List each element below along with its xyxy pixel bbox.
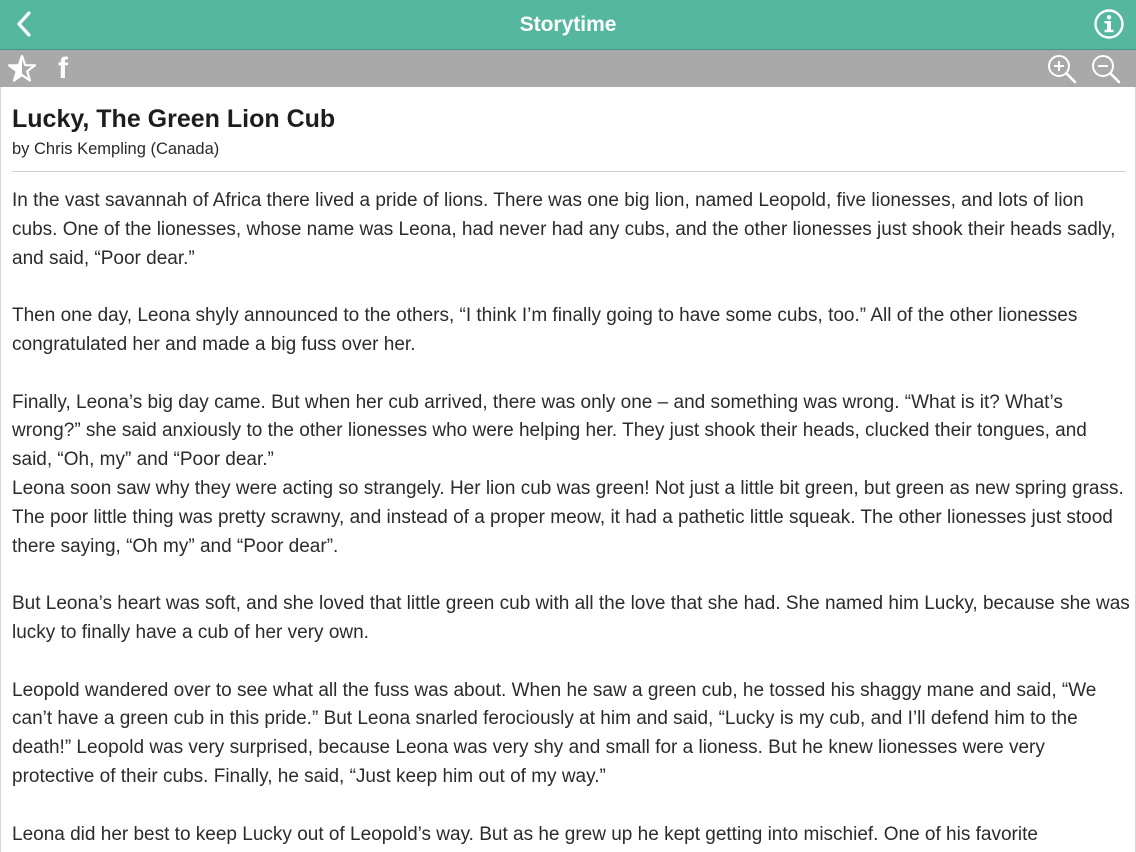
story-paragraph: In the vast savannah of Africa there lived a pride of lions. There was one big lion, named Leopold, five lionesses, and lots of lion cubs. One of the lionesses, whose name was Leona, had never had any cubs, and the other lionesses just shook their heads sadly, and said, “Poor dear.”: [12, 190, 1116, 269]
favorite-button[interactable]: [5, 52, 39, 86]
story-content[interactable]: [0, 87, 1136, 852]
zoom-in-button[interactable]: [1045, 52, 1079, 86]
zoom-out-icon: [1090, 53, 1122, 85]
info-icon: [1093, 8, 1125, 40]
navigation-bar: [0, 0, 1136, 50]
page-title: Storytime: [519, 13, 617, 36]
story-paragraph: Leona did her best to keep Lucky out of Leopold’s way. But as he grew up he kept getting into mischief. One of his favorite: [12, 823, 1038, 845]
zoom-out-button[interactable]: [1089, 52, 1123, 86]
facebook-icon: f: [58, 52, 68, 85]
story-author: by Chris Kempling (Canada): [12, 140, 220, 158]
story-paragraph: Leopold wandered over to see what all the fuss was about. When he saw a green cub, he tossed his shaggy mane and said, “We can’t have a green cub in this pride.” But Leona snarled ferociously at him and said, “Lucky is my cub, and I’ll defend him to the death!” Leopold was very surprised, because Leona was very shy and small for a lioness. But he knew lionesses were very protective of their cubs. Finally, he said, “Just keep him out of my way.”: [12, 679, 1097, 787]
story-paragraph: But Leona’s heart was soft, and she loved that little green cub with all the love that she had. She named him Lucky, because she was lucky to finally have a cub of her very own.: [12, 593, 1130, 643]
facebook-share-button[interactable]: [46, 52, 80, 86]
story-body: [12, 187, 1130, 852]
story-paragraph: Finally, Leona’s big day came. But when her cub arrived, there was only one – and something was wrong. “What is it? What’s wrong?” she said anxiously to the other lionesses who were helping her. They just shook their heads, clucked their tongues, and said, “Oh, my” and “Poor dear.”: [12, 391, 1087, 471]
info-button[interactable]: [1092, 7, 1126, 41]
story-title: Lucky, The Green Lion Cub: [12, 105, 336, 133]
story-toolbar: [0, 50, 1136, 87]
star-icon: [7, 54, 37, 84]
zoom-in-icon: [1046, 53, 1078, 85]
story-paragraph: Then one day, Leona shyly announced to the others, “I think I’m finally going to have some cubs, too.” All of the other lionesses congratulated her and made a big fuss over her.: [12, 305, 1078, 355]
divider: [12, 171, 1126, 172]
story-paragraph: Leona soon saw why they were acting so strangely. Her lion cub was green! Not just a little bit green, but green as new spring grass. The poor little thing was pretty scrawny, and instead of a proper meow, it had a pathetic little squeak. The other lionesses just stood there saying, “Oh my” and “Poor dear”.: [12, 477, 1124, 557]
